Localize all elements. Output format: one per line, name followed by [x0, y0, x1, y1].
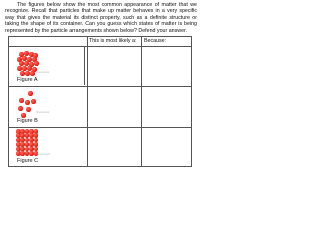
answer-field-a-most-likely[interactable]: [84, 47, 85, 85]
figure-c-label: Figure C: [17, 158, 39, 164]
column-divider-2: [141, 37, 142, 166]
figure-b-particle: [31, 99, 36, 104]
row-divider-2: [9, 127, 191, 128]
figure-c-watermark: Shutterstock: [37, 153, 51, 156]
figure-a-particle: [22, 56, 27, 61]
header-because: Because:: [144, 38, 167, 44]
figure-b-label: Figure B: [17, 118, 38, 124]
figure-b-watermark: Shutterstock: [36, 111, 50, 114]
figure-b-particle: [19, 98, 24, 103]
figure-b-particle: [18, 106, 23, 111]
figure-b-particle: [26, 107, 31, 112]
figure-a-particle: [25, 71, 30, 76]
figure-b-particle: [21, 113, 26, 118]
figure-a-particle: [30, 71, 35, 76]
figure-a-watermark: Shutterstock: [36, 71, 50, 74]
figure-a-particle: [27, 66, 32, 71]
figure-a-particle: [24, 61, 29, 66]
column-divider-1: [87, 37, 88, 166]
figure-a-label: Figure A: [17, 77, 38, 83]
figure-a-particle: [19, 61, 24, 66]
instructions-text: The figures below show the most common appearance of matter that we recognize. Recall that particles that make up matter behaves in a very specific way that gives the material its distinct property, such as a definite structure or taking the shape of its container. Can you guess which states of matter is being represented by the particle arrangements shown below? Defend your answer.: [5, 2, 197, 34]
figure-b-particle: [28, 91, 33, 96]
figure-b-particle: [25, 100, 30, 105]
figure-a-particle: [17, 66, 22, 71]
header-most-likely: This is most likely a:: [89, 38, 137, 44]
figure-a-particle: [34, 61, 39, 66]
answer-table: [8, 36, 192, 167]
figure-a-particle: [24, 51, 29, 56]
figure-a-particle: [20, 71, 25, 76]
figure-a-particle: [22, 66, 27, 71]
